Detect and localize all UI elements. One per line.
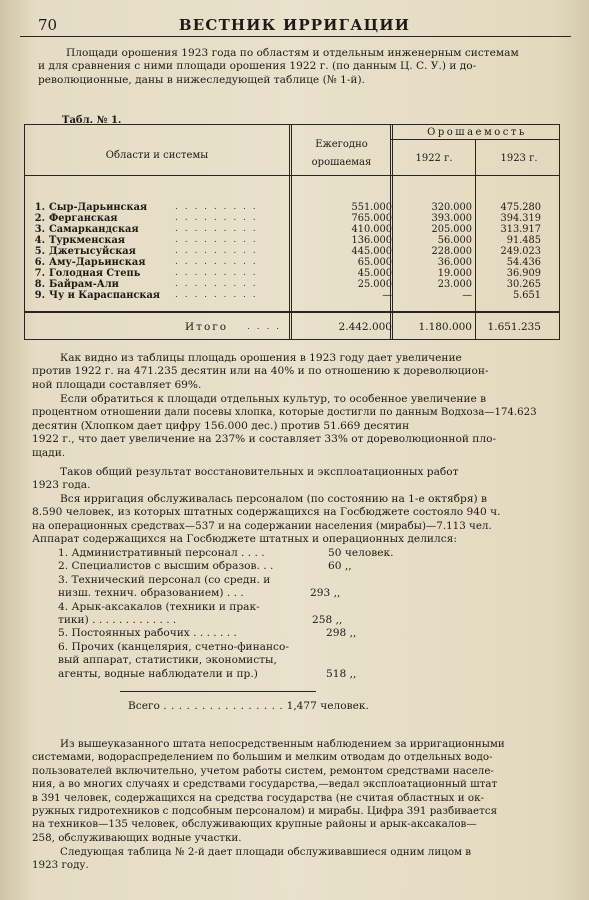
dot-leader: . . . . . . . . . <box>175 235 258 245</box>
text-line: 258, обслуживающих водные участки. <box>32 831 242 844</box>
intro-line: революционные, даны в нижеследующей таблице (№ 1-й). <box>38 73 365 86</box>
annual-value: 445.000 <box>351 246 392 257</box>
value-1922: 36.000 <box>437 257 472 268</box>
text-line: на техников—135 человек, обслуживающих крупные районы и арык-аксакалов— <box>32 818 477 831</box>
dot-leader: . . . . . . . . . <box>175 279 258 289</box>
table-row <box>25 279 559 290</box>
row-number: 2. <box>34 213 45 224</box>
table-row <box>25 246 559 257</box>
annual-value: 65.000 <box>357 257 392 268</box>
annual-value: 410.000 <box>351 224 392 235</box>
value-1922: 393.000 <box>431 213 472 224</box>
text-line: Если обратиться к площади отдельных культур, то особенное увеличение в <box>60 393 487 405</box>
col-header-regions: Области и системы <box>105 150 209 161</box>
text-line: в 391 человек, содержащихся на средства государства (не считая областных и ок- <box>32 791 485 804</box>
row-number: 5. <box>34 246 45 257</box>
col-header-annual-2: орошаемая <box>311 157 372 168</box>
row-number: 8. <box>34 279 45 290</box>
value-1922: — <box>462 290 472 301</box>
intro-line: Площади орошения 1923 года по областям и отдельным инженерным системам <box>66 47 519 59</box>
text-line: десятин (Хлопком дает цифру 156.000 дес.) против 51.669 десятин <box>32 419 410 432</box>
dot-leader: . . . . . . . . . <box>175 224 258 234</box>
list-item: 5. Постоянных рабочих . . . . . . . 298 ,, <box>58 627 357 640</box>
col-header-annual-1: Ежегодно <box>315 139 368 150</box>
annual-value: 551.000 <box>351 202 392 213</box>
text-line: процентном отношении дали посевы хлопка, которые достигли по данным Водхоза—174.623 <box>32 407 537 419</box>
list-item: низш. технич. образованием) . . . 293 ,, <box>58 587 341 600</box>
region-name: Туркменская <box>49 235 126 246</box>
list-item: 6. Прочих (канцелярия, счетно-финансо- <box>58 640 289 653</box>
table-total-row <box>25 322 559 333</box>
col-header-1923: 1923 г. <box>500 153 538 164</box>
row-number: 4. <box>34 235 45 246</box>
value-1922: 23.000 <box>437 279 472 290</box>
total-annual: 2.442.000 <box>338 321 392 333</box>
body-paragraph-4 <box>32 493 562 547</box>
value-1922: 228.000 <box>431 246 472 257</box>
body-paragraph-1 <box>32 352 562 392</box>
col-header-1922: 1922 г. <box>415 153 453 164</box>
value-1922: 320.000 <box>431 202 472 213</box>
text-line: на операционных средствах—537 и на содержании населения (мирабы)—7.113 чел. <box>32 519 492 532</box>
annual-value: 45.000 <box>357 268 392 279</box>
list-item: 3. Технический персонал (со средн. и <box>58 573 271 586</box>
table-rule <box>25 311 559 313</box>
table-label: Табл. № 1. <box>62 115 122 126</box>
value-1923: 36.909 <box>506 268 541 279</box>
annual-value: — <box>382 290 392 301</box>
table-row <box>25 224 559 235</box>
text-line: Как видно из таблицы площадь орошения в 1923 году дает увеличение <box>60 352 462 364</box>
table-row <box>25 290 559 301</box>
staff-list <box>58 547 418 687</box>
header-rule <box>20 36 571 37</box>
total-1923: 1.651.235 <box>487 321 541 333</box>
value-1923: 249.023 <box>500 246 541 257</box>
text-line: ружных гидротехников с подсобным персоналом) и мирабы. Цифра 391 разбивается <box>32 805 498 818</box>
text-line: против 1922 г. на 471.235 десятин или на 40% и по отношению к дореволюцион- <box>32 365 489 378</box>
text-line: Следующая таблица № 2-й дает площади обслуживавшиеся одним лицом в <box>60 846 472 858</box>
dot-leader: . . . . . . . . . <box>175 268 258 278</box>
text-line: 1922 г., что дает увеличение на 237% и составляет 33% от дореволюционной пло- <box>32 433 497 446</box>
intro-paragraph <box>38 47 560 87</box>
body-paragraph-2 <box>32 393 562 460</box>
text-line: ния, а во многих случаях и средствами государства,—ведал эксплоатационный штат <box>32 778 498 791</box>
total-rule <box>120 691 316 692</box>
value-1923: 5.651 <box>512 290 541 301</box>
text-line: щади. <box>32 446 66 459</box>
row-number: 7. <box>34 268 45 279</box>
staff-total-value: 1,477 человек. <box>286 700 369 712</box>
staff-total-label: Всего <box>128 700 160 712</box>
text-line: Таков общий результат восстановительных и эксплоатационных работ <box>60 466 459 478</box>
value-1923: 394.319 <box>500 213 541 224</box>
dot-leader: . . . . . . . . . <box>175 290 258 300</box>
list-item: 1. Административный персонал . . . . 50 человек. <box>58 547 394 559</box>
body-paragraph-5 <box>32 738 564 845</box>
text-line: 1923 года. <box>32 479 91 492</box>
value-1922: 19.000 <box>437 268 472 279</box>
list-item: 4. Арык-аксакалов (техники и прак- <box>58 600 260 613</box>
annual-value: 765.000 <box>351 213 392 224</box>
irrigation-table <box>24 124 560 340</box>
table-row <box>25 202 559 213</box>
table-row <box>25 213 559 224</box>
region-name: Аму-Дарьинская <box>49 257 146 268</box>
region-name: Чу и Караспанская <box>49 290 161 301</box>
text-line: Аппарат содержащихся на Госбюджете штатных и операционных делился: <box>32 533 457 546</box>
row-number: 3. <box>34 224 45 235</box>
region-name: Байрам-Али <box>49 279 119 290</box>
body-paragraph-3 <box>32 466 562 493</box>
text-line: ной площади составляет 69%. <box>32 378 202 391</box>
value-1922: 56.000 <box>437 235 472 246</box>
dot-leader: . . . . . . . . . <box>175 202 258 212</box>
total-1922: 1.180.000 <box>418 321 472 333</box>
list-item: 2. Специалистов с высшим образов. . . 60 ,, <box>58 560 352 573</box>
annual-value: 136.000 <box>351 235 392 246</box>
text-line: системами, водораспределением по большим и мелким отводам до отдельных водо- <box>32 751 493 764</box>
row-number: 9. <box>34 290 45 301</box>
text-line: Вся ирригация обслуживалась персоналом (по состоянию на 1-е октября) в <box>60 493 487 505</box>
region-name: Ферганская <box>49 213 118 224</box>
table-rule <box>25 175 559 176</box>
value-1923: 313.917 <box>500 224 541 235</box>
text-line: 8.590 человек, из которых штатных содержащихся на Госбюджете состояло 940 ч. <box>32 506 501 519</box>
region-name: Сыр-Дарьинская <box>49 202 148 213</box>
dot-leader: . . . . <box>247 322 282 332</box>
value-1923: 54.436 <box>506 257 541 268</box>
list-item: вый аппарат, статистики, экономисты, <box>58 654 277 667</box>
text-line: пользователей включительно, учетом работы систем, ремонтом средствами населе- <box>32 764 494 777</box>
table-row <box>25 235 559 246</box>
row-number: 6. <box>34 257 45 268</box>
total-label: Итого <box>185 321 229 333</box>
dot-leader: . . . . . . . . . <box>175 257 258 267</box>
value-1923: 475.280 <box>500 202 541 213</box>
intro-line: и для сравнения с ними площади орошения 1922 г. (по данным Ц. С. У.) и до- <box>38 60 477 73</box>
value-1922: 205.000 <box>431 224 472 235</box>
table-row <box>25 257 559 268</box>
row-number: 1. <box>34 202 45 213</box>
dot-leader: . . . . . . . . . <box>175 213 258 223</box>
staff-total <box>128 700 448 714</box>
text-line: Из вышеуказанного штата непосредственным наблюдением за ирригационными <box>60 738 505 750</box>
table-row <box>25 268 559 279</box>
page-number: 70 <box>38 16 58 34</box>
col-header-irrigated: Орошаемость <box>427 127 527 138</box>
body-paragraph-6 <box>32 846 564 873</box>
list-item: агенты, водные наблюдатели и пр.) 518 ,, <box>58 667 357 680</box>
annual-value: 25.000 <box>357 279 392 290</box>
region-name: Джетысуйская <box>49 246 136 257</box>
value-1923: 91.485 <box>506 235 541 246</box>
text-line: 1923 году. <box>32 859 89 872</box>
dot-leader: . . . . . . . . . <box>175 246 258 256</box>
value-1923: 30.265 <box>506 279 541 290</box>
region-name: Голодная Степь <box>49 268 141 279</box>
journal-title: ВЕСТНИК ИРРИГАЦИИ <box>178 16 411 34</box>
list-item: тики) . . . . . . . . . . . . . 258 ,, <box>58 614 343 626</box>
region-name: Самаркандская <box>49 224 139 235</box>
page-header <box>20 14 569 36</box>
dot-leader: . . . . . . . . . . . . . . . . <box>163 700 284 712</box>
table-rule <box>391 139 559 140</box>
